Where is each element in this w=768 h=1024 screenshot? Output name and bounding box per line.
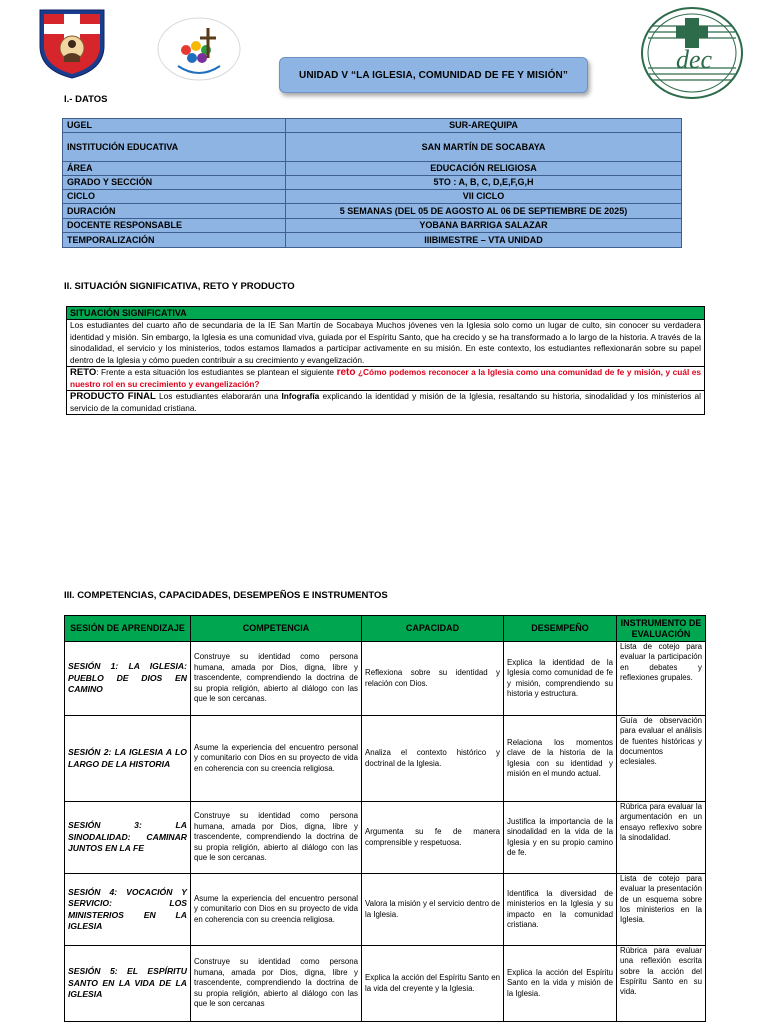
competencia-cell: Construye su identidad como persona humana, amada por Dios, digna, libre y trascendente, comprendiendo la doctrina de su propia religión, abierto al diálogo con las que le son cercanas xyxy=(191,946,362,1022)
datos-row xyxy=(63,190,682,204)
header-sesion: SESIÓN DE APRENDIZAJE xyxy=(65,616,191,642)
reto-cell xyxy=(67,367,705,391)
school-logo xyxy=(36,6,108,80)
unit-title: UNIDAD V “LA IGLESIA, COMUNIDAD DE FE Y MISIÓN” xyxy=(279,57,588,93)
jubilee-logo xyxy=(156,16,242,82)
situacion-text: Los estudiantes del cuarto año de secundaria de la IE San Martín de Socabaya Muchos jóvenes ven la Iglesia solo como un lugar de culto, sin conocer su verdadera identidad y misión. Sin embargo, la Iglesia es una comunidad viva, guiada por el Espíritu Santo, que ha crecido y se ha transformado a lo largo de la historia. A través de la sinodalidad, el servicio y los ministerios, todos estamos llamados a participar activamente en su misión. En este contexto, los estudiantes reflexionarán sobre su papel dentro de la Iglesia y cómo pueden contribuir a su crecimiento y evangelización. xyxy=(67,320,705,367)
reto-question: ¿Cómo podemos reconocer a la Iglesia como una comunidad de fe y misión, y cuál es nuestro rol en su crecimiento y evangelización? xyxy=(70,367,701,389)
section-title-situacion: II. SITUACIÓN SIGNIFICATIVA, RETO Y PRODUCTO xyxy=(64,281,295,292)
datos-row xyxy=(63,204,682,219)
reto-label: RETO xyxy=(70,367,97,378)
datos-row xyxy=(63,162,682,176)
datos-key: INSTITUCIÓN EDUCATIVA xyxy=(63,133,286,162)
table-row xyxy=(65,946,706,1022)
session-cell: SESIÓN 1: LA IGLESIA: PUEBLO DE DIOS EN CAMINO xyxy=(65,642,191,716)
instrumento-cell: Lista de cotejo para evaluar la presentación de un esquema sobre los ministerios en la Iglesia. xyxy=(617,874,706,946)
table-row xyxy=(65,642,706,716)
datos-row xyxy=(63,176,682,190)
producto-text-b: explicando la identidad y misión de la Iglesia, resaltando su historia, sinodalidad y los ministerios al servicio de la comunidad cristiana. xyxy=(70,391,701,413)
competencia-cell: Construye su identidad como persona humana, amada por Dios, digna, libre y trascendente, comprendiendo la doctrina de su propia religión, abierto al diálogo con las que le son cercanas. xyxy=(191,642,362,716)
competencias-table xyxy=(64,615,706,1022)
dec-logo xyxy=(640,6,744,100)
capacidad-cell: Explica la acción del Espíritu Santo en la vida del creyente y la Iglesia. xyxy=(362,946,504,1022)
instrumento-cell: Guía de observación para evaluar el análisis de fuentes históricas y documentos eclesiales. xyxy=(617,716,706,802)
session-cell: SESIÓN 3: LA SINODALIDAD: CAMINAR JUNTOS EN LA FE xyxy=(65,802,191,874)
datos-key: UGEL xyxy=(63,119,286,133)
producto-cell xyxy=(67,391,705,415)
datos-table xyxy=(62,118,682,248)
datos-row xyxy=(63,133,682,162)
section-title-competencias: III. COMPETENCIAS, CAPACIDADES, DESEMPEÑOS E INSTRUMENTOS xyxy=(64,590,388,601)
capacidad-cell: Reflexiona sobre su identidad y relación con Dios. xyxy=(362,642,504,716)
header-capacidad: CAPACIDAD xyxy=(362,616,504,642)
datos-key: DOCENTE RESPONSABLE xyxy=(63,219,286,233)
desempeno-cell: Justifica la importancia de la sinodalidad en la vida de la Iglesia y en su propio camino de fe. xyxy=(504,802,617,874)
datos-value: VII CICLO xyxy=(286,190,682,204)
datos-key: ÁREA xyxy=(63,162,286,176)
datos-value: SUR-AREQUIPA xyxy=(286,119,682,133)
datos-value: IIIBIMESTRE – VTA UNIDAD xyxy=(286,233,682,248)
section-title-datos: I.- DATOS xyxy=(64,94,108,105)
header-desempeno: DESEMPEÑO xyxy=(504,616,617,642)
desempeno-cell: Relaciona los momentos clave de la historia de la Iglesia con su identidad y misión en el mundo actual. xyxy=(504,716,617,802)
datos-key: DURACIÓN xyxy=(63,204,286,219)
capacidad-cell: Analiza el contexto histórico y doctrinal de la Iglesia. xyxy=(362,716,504,802)
instrumento-cell: Lista de cotejo para evaluar la participación en debates y reflexiones grupales. xyxy=(617,642,706,716)
datos-value: EDUCACIÓN RELIGIOSA xyxy=(286,162,682,176)
instrumento-cell: Rúbrica para evaluar la argumentación en un ensayo reflexivo sobre la sinodalidad. xyxy=(617,802,706,874)
session-cell: SESIÓN 5: EL ESPÍRITU SANTO EN LA VIDA DE LA IGLESIA xyxy=(65,946,191,1022)
producto-text-a: Los estudiantes elaborarán una xyxy=(155,391,282,401)
capacidad-cell: Argumenta su fe de manera comprensible y respetuosa. xyxy=(362,802,504,874)
producto-label: PRODUCTO FINAL xyxy=(70,391,156,402)
capacidad-cell: Valora la misión y el servicio dentro de la Iglesia. xyxy=(362,874,504,946)
datos-row xyxy=(63,219,682,233)
desempeno-cell: Explica la identidad de la Iglesia como comunidad de fe y misión, comprendiendo su historia y estructura. xyxy=(504,642,617,716)
header-instrumento: INSTRUMENTO DE EVALUACIÓN xyxy=(617,616,706,642)
reto-word: reto xyxy=(336,367,356,378)
table-row xyxy=(65,874,706,946)
competencia-cell: Construye su identidad como persona humana, amada por Dios, digna, libre y trascendente, comprendiendo la doctrina de su propia religión, abierto al diálogo con las que le son cercanas. xyxy=(191,802,362,874)
session-cell: SESIÓN 4: VOCACIÓN Y SERVICIO: LOS MINISTERIOS EN LA IGLESIA xyxy=(65,874,191,946)
situacion-header: SITUACIÓN SIGNIFICATIVA xyxy=(67,307,705,320)
desempeno-cell: Explica la acción del Espíritu Santo en la vida y misión de la Iglesia. xyxy=(504,946,617,1022)
desempeno-cell: Identifica la diversidad de ministerios en la Iglesia y su impacto en la comunidad cristiana. xyxy=(504,874,617,946)
reto-intro: : Frente a esta situación los estudiantes se plantean el siguiente xyxy=(96,367,337,377)
datos-key: GRADO Y SECCIÓN xyxy=(63,176,286,190)
datos-row xyxy=(63,233,682,248)
table-row xyxy=(65,716,706,802)
producto-bold: Infografía xyxy=(281,391,320,401)
datos-key: CICLO xyxy=(63,190,286,204)
header-competencia: COMPETENCIA xyxy=(191,616,362,642)
svg-text:dec: dec xyxy=(675,45,713,74)
session-cell: SESIÓN 2: LA IGLESIA A LO LARGO DE LA HISTORIA xyxy=(65,716,191,802)
competencia-cell: Asume la experiencia del encuentro personal y comunitario con Dios en su proyecto de vida en coherencia con su creencia religiosa. xyxy=(191,874,362,946)
datos-key: TEMPORALIZACIÓN xyxy=(63,233,286,248)
competencia-cell: Asume la experiencia del encuentro personal y comunitario con Dios en su proyecto de vida en coherencia con su creencia religiosa. xyxy=(191,716,362,802)
datos-row xyxy=(63,119,682,133)
datos-value: YOBANA BARRIGA SALAZAR xyxy=(286,219,682,233)
datos-value: SAN MARTÍN DE SOCABAYA xyxy=(286,133,682,162)
datos-value: 5TO : A, B, C, D,E,F,G,H xyxy=(286,176,682,190)
datos-value: 5 SEMANAS (DEL 05 DE AGOSTO AL 06 DE SEPTIEMBRE DE 2025) xyxy=(286,204,682,219)
situacion-table xyxy=(66,306,705,415)
table-row xyxy=(65,802,706,874)
instrumento-cell: Rúbrica para evaluar una reflexión escrita sobre la acción del Espíritu Santo en su vida. xyxy=(617,946,706,1022)
